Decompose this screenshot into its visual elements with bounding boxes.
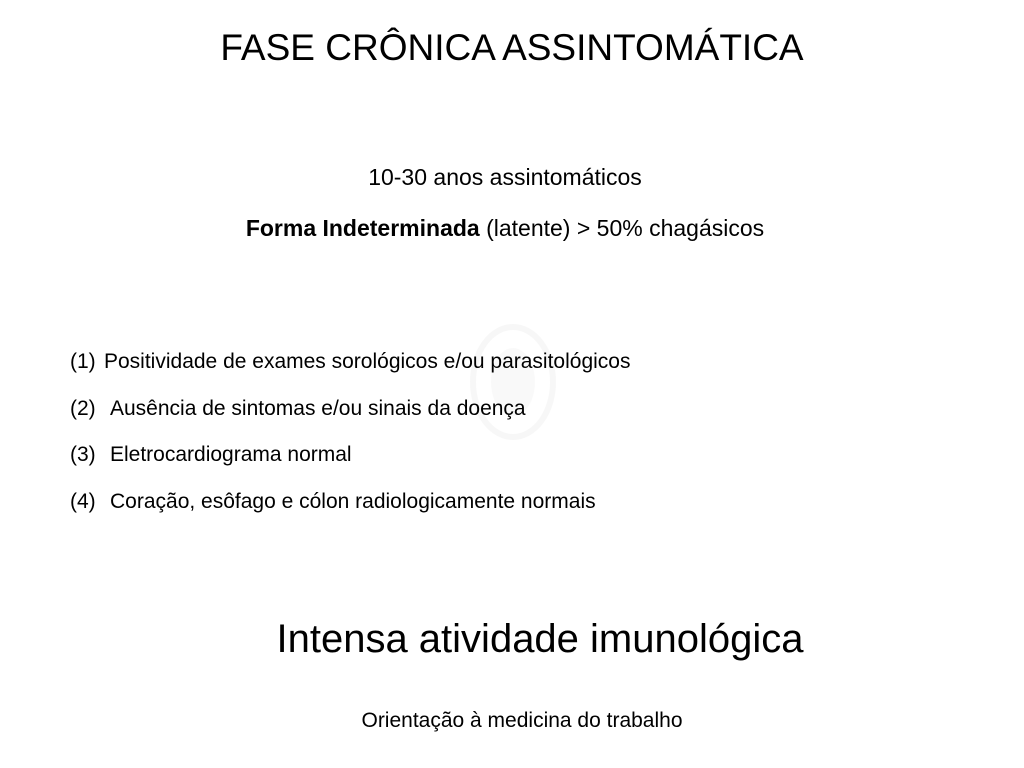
criteria-item (70, 394, 630, 424)
criteria-text: Eletrocardiograma normal (110, 443, 352, 466)
criteria-item (70, 487, 630, 517)
criteria-item (70, 440, 630, 470)
criteria-number: (4) (70, 489, 96, 513)
criteria-item (70, 347, 630, 377)
criteria-text: Coração, esôfago e cólon radiologicamente normais (110, 489, 596, 513)
criteria-list (70, 347, 630, 533)
indeterminate-form-label: Forma Indeterminada (245, 215, 480, 241)
criteria-number: (2) (70, 396, 96, 420)
criteria-number: (1) (70, 350, 96, 373)
immunity-heading: Intensa atividade imunológica (276, 617, 804, 661)
indeterminate-form-line (0, 213, 1010, 243)
criteria-text: Ausência de sintomas e/ou sinais da doença (110, 396, 526, 420)
duration-text: 10-30 anos assintomáticos (368, 164, 642, 190)
criteria-text: Positividade de exames sorológicos e/ou parasitológicos (104, 350, 631, 373)
footer-note: Orientação à medicina do trabalho (361, 709, 683, 732)
indeterminate-form-detail: (latente) > 50% chagásicos (479, 215, 765, 241)
slide-title: FASE CRÔNICA ASSINTOMÁTICA (220, 27, 804, 68)
criteria-number: (3) (70, 443, 96, 466)
